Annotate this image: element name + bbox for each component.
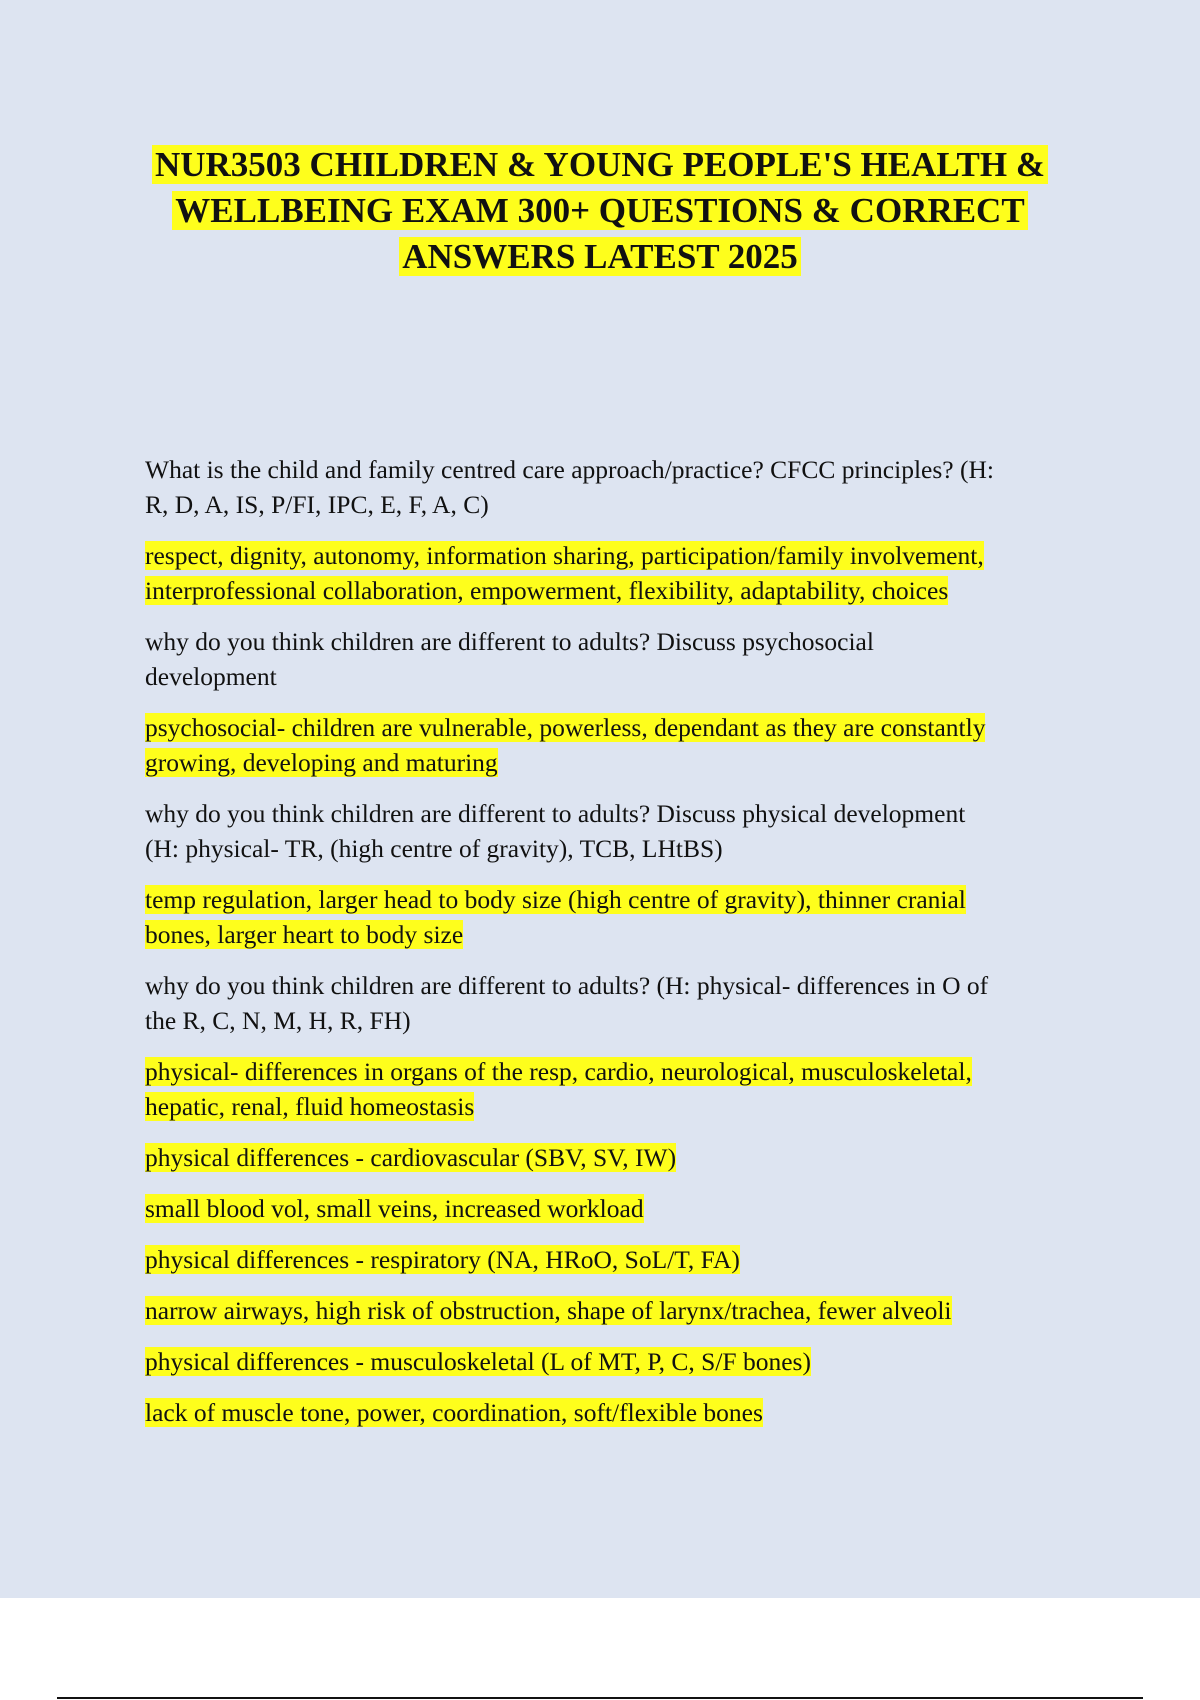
answer-text: physical differences - respiratory (NA, HRoO, SoL/T, FA) — [145, 1245, 740, 1274]
question-text: why do you think children are different to adults? Discuss physical development (H: physical- TR, (high centre of gravity), TCB, LHtBS) — [145, 799, 966, 863]
qa-content — [145, 452, 1095, 1446]
question-text: why do you think children are different to adults? (H: physical- differences in O of the R, C, N, M, H, R, FH) — [145, 971, 989, 1035]
answer-text: physical differences - cardiovascular (SBV, SV, IW) — [145, 1143, 677, 1172]
answer-text: temp regulation, larger head to body size (high centre of gravity), thinner cranial bones, larger heart to body size — [145, 885, 966, 949]
answer-text: psychosocial- children are vulnerable, powerless, dependant as they are constantly growing, developing and maturing — [145, 713, 986, 777]
answer-text: small blood vol, small veins, increased workload — [145, 1194, 644, 1223]
answer-text: lack of muscle tone, power, coordination, soft/flexible bones — [145, 1398, 763, 1427]
title-line-1: NUR3503 CHILDREN & YOUNG PEOPLE'S HEALTH & — [100, 142, 1100, 188]
answer-text: narrow airways, high risk of obstruction, shape of larynx/trachea, fewer alveoli — [145, 1296, 952, 1325]
answer-text: physical differences - musculoskeletal (L of MT, P, C, S/F bones) — [145, 1347, 811, 1376]
document-title — [100, 142, 1100, 280]
question-text: What is the child and family centred care approach/practice? CFCC principles? (H: R, D, A, IS, P/FI, IPC, E, F, A, C) — [145, 455, 994, 519]
question-text: why do you think children are different to adults? Discuss psychosocial development — [145, 627, 874, 691]
title-line-2: WELLBEING EXAM 300+ QUESTIONS & CORRECT — [100, 188, 1100, 234]
title-line-3: ANSWERS LATEST 2025 — [100, 234, 1100, 280]
footer-divider — [57, 1697, 1143, 1699]
answer-text: respect, dignity, autonomy, information sharing, participation/family involvement, interprofessional collaboration, empowerment, flexibility, adaptability, choices — [145, 541, 984, 605]
answer-text: physical- differences in organs of the resp, cardio, neurological, musculoskeletal, hepatic, renal, fluid homeostasis — [145, 1057, 972, 1121]
